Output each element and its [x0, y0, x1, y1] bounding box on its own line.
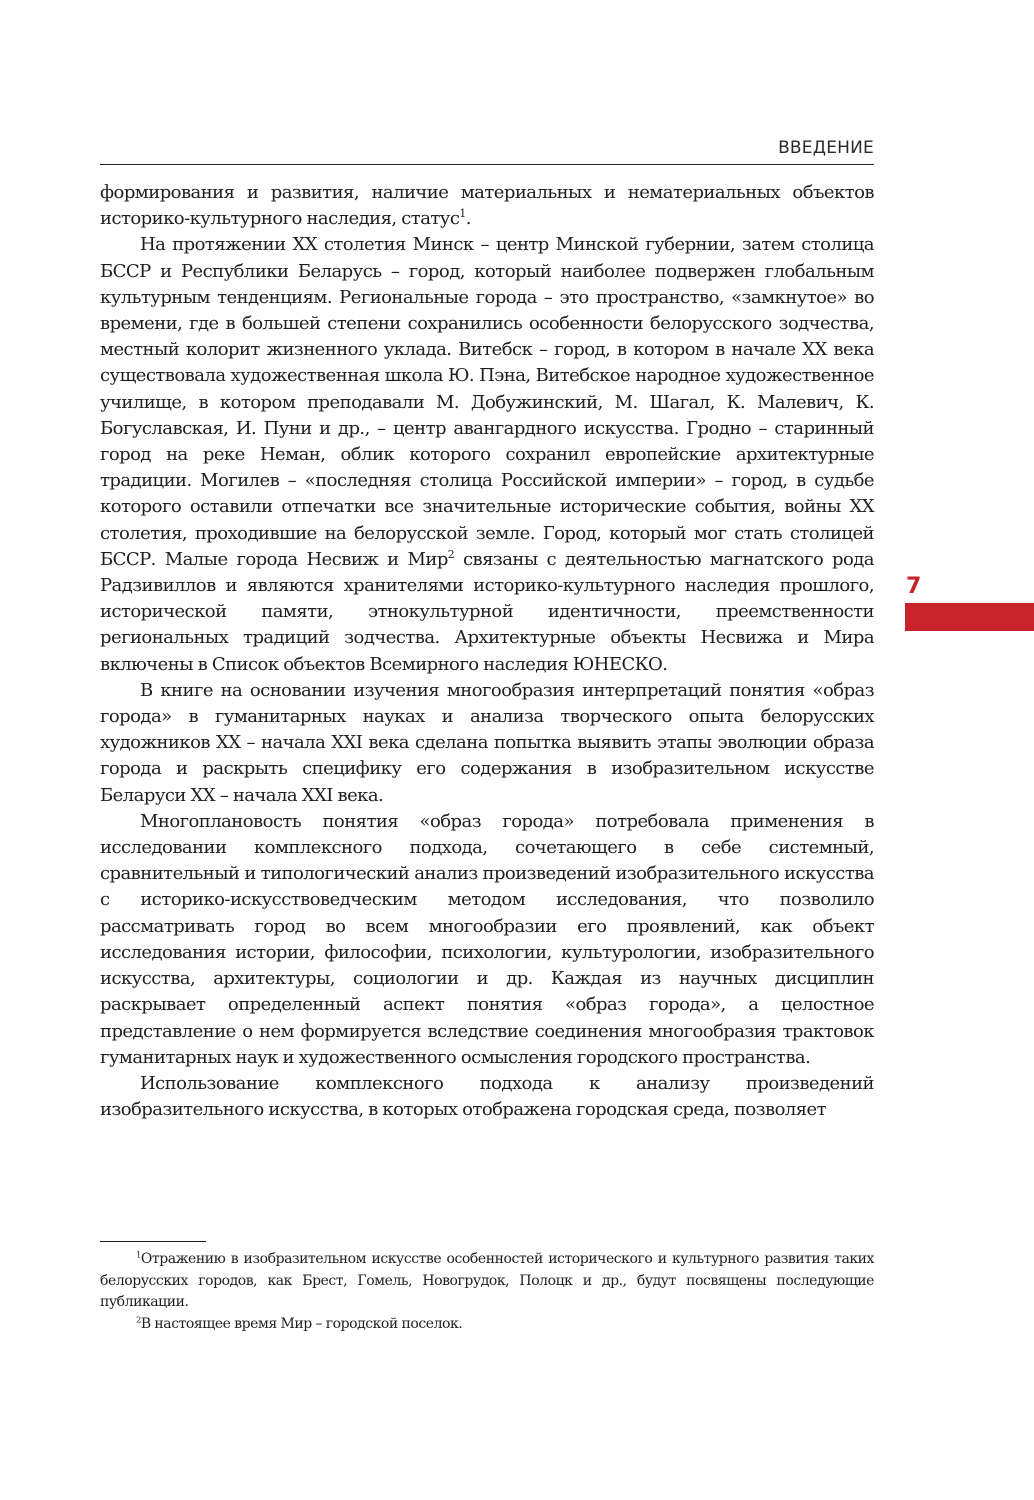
main-text — [100, 180, 874, 1123]
paragraph-text: Многоплановость понятия «образ города» потребовала применения в исследовании комплексного подхода, сочетающего в себе системный, сравнительный и типологический анализ произведений изобразительного искусства с историко-искусствоведческим методом исследования, что позволило рассматривать город во всем многообразии его проявлений, как объект исследования истории, философии, психологии, культурологии, изобразительного искусства, архитектуры, социологии и др. Каждая из научных дисциплин раскрывает определенный аспект понятия «образ города», а целостное представление о нем формируется вследствие соединения многообразия трактовок гуманитарных наук и художественного осмысления городского пространства. — [100, 810, 874, 1068]
paragraph — [100, 1071, 874, 1123]
footnote-reference: 2 — [447, 547, 455, 561]
paragraph-text: формирования и развития, наличие материальных и нематериальных объектов историко-культурного наследия, статус — [100, 182, 874, 230]
footnote — [100, 1249, 874, 1314]
footnote — [100, 1314, 874, 1336]
paragraph — [100, 809, 874, 1071]
paragraph-text: . — [465, 208, 471, 230]
paragraph — [100, 232, 874, 677]
section-title: ВВЕДЕНИЕ — [778, 138, 874, 158]
footnote-marker: 2 — [136, 1313, 141, 1324]
paragraph-text: связаны с деятельностью магнатского рода Радзивиллов и являются хранителями историко-культурного наследия прошлого, исторической памяти, этнокультурной идентичности, преемственности региональных традиций зодчества. Архитектурные объекты Несвижа и Мира включены в Список объектов Всемирного наследия ЮНЕСКО. — [100, 548, 874, 675]
paragraph-text: В книге на основании изучения многообразия интерпретаций понятия «образ города» в гуманитарных науках и анализа творческого опыта белорусских художников XX – начала XXI века сделана попытка выявить этапы эволюции образа города и раскрыть специфику его содержания в изобразительном искусстве Беларуси XX – начала XXI века. — [100, 679, 874, 806]
page-number: 7 — [906, 574, 922, 599]
page-marker-tab — [905, 603, 1034, 631]
paragraph — [100, 678, 874, 809]
footnote-text: Отражению в изобразительном искусстве особенностей исторического и культурного развития таких белорусских городов, как Брест, Гомель, Новогрудок, Полоцк и др., будут посвящены последующие публикации. — [100, 1251, 874, 1310]
paragraph-text: Использование комплексного подхода к анализу произведений изобразительного искусства, в которых отображена городская среда, позволяет — [100, 1072, 874, 1121]
footnotes — [100, 1249, 874, 1335]
footnote-text: В настоящее время Мир – городской поселок. — [140, 1315, 463, 1332]
paragraph — [100, 180, 874, 232]
footnote-divider — [100, 1241, 206, 1242]
running-header — [100, 136, 874, 165]
footnote-marker: 1 — [136, 1249, 141, 1260]
paragraph-text: На протяжении XX столетия Минск – центр Минской губернии, затем столица БССР и Республики Беларусь – город, который наиболее подвержен глобальным культурным тенденциям. Региональные города – это пространство, «замкнутое» во времени, где в большей степени сохранились особенности белорусского зодчества, местный колорит жизненного уклада. Витебск – город, в котором в начале XX века существовала художественная школа Ю. Пэна, Витебское народное художественное училище, в котором преподавали М. Добужинский, М. Шагал, К. Малевич, К. Богуславская, И. Пуни и др., – центр авангардного искусства. Гродно – старинный город на реке Неман, облик которого сохранил европейские архитектурные традиции. Могилев – «последняя столица Российской империи» – город, в судьбе которого оставили отпечатки все значительные исторические события, войны XX столетия, проходившие на белорусской земле. Город, который мог стать столицей БССР. Малые города Несвиж и Мир — [100, 234, 874, 570]
footnote-reference: 1 — [459, 207, 466, 221]
